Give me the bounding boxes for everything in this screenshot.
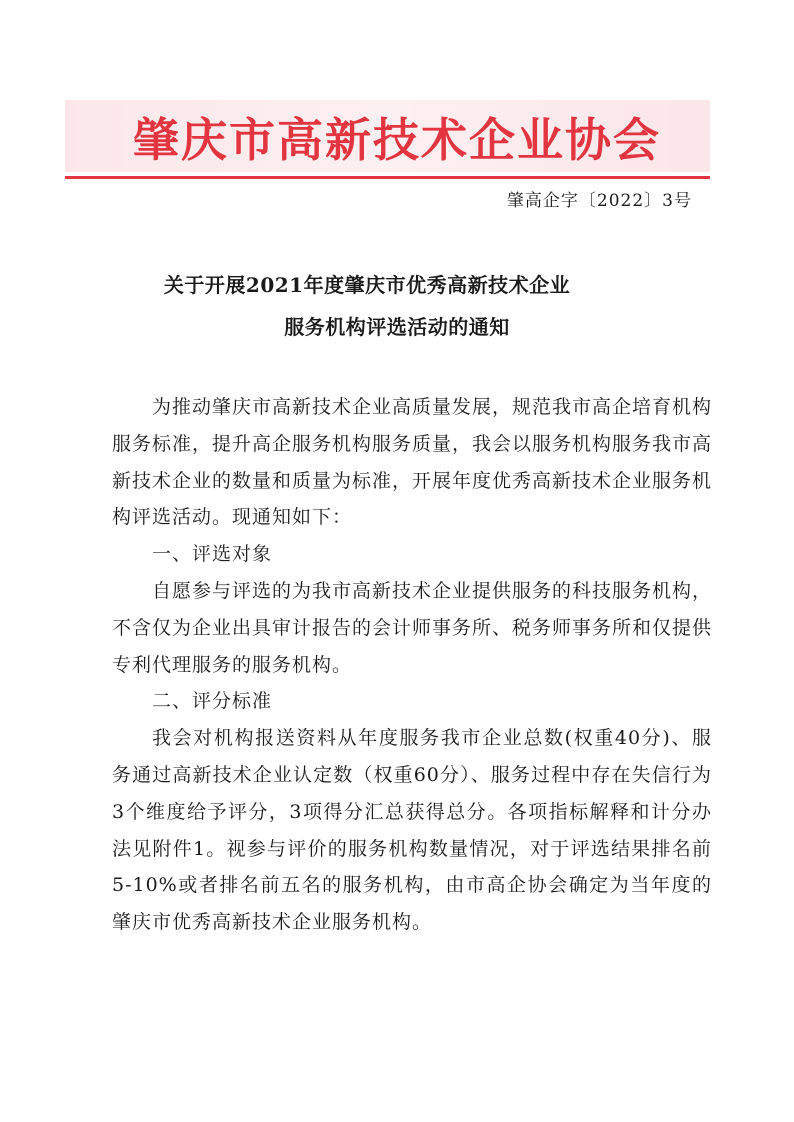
document-number: 肇高企字〔2022〕3号 <box>506 191 692 211</box>
letterhead-divider <box>65 176 710 179</box>
section-2-heading: 二、评分标准 <box>152 690 273 713</box>
organization-name: 肇庆市高新技术企业协会 <box>133 113 661 167</box>
document-body <box>112 389 712 941</box>
document-title-line-2: 服务机构评选活动的通知 <box>284 315 510 339</box>
section-2-paragraph: 我会对机构报送资料从年度服务我市企业总数(权重40分)、服务通过高新技术企业认定数（权重60分）、服务过程中存在失信行为3个维度给予评分，3项得分汇总获得总分。各项指标解释和计分办法见附件1。视参与评价的服务机构数量情况，对于评选结果排名前5-10%或者排名前五名的服务机构，由市高企协会确定为当年度的肇庆市优秀高新技术企业服务机构。 <box>112 727 712 934</box>
document-title-line-1: 关于开展2021年度肇庆市优秀高新技术企业 <box>163 273 571 297</box>
intro-paragraph: 为推动肇庆市高新技术企业高质量发展，规范我市高企培育机构服务标准，提升高企服务机构服务质量，我会以服务机构服务我市高新技术企业的数量和质量为标准，开展年度优秀高新技术企业服务机构评选活动。现通知如下： <box>112 396 713 529</box>
section-1-heading: 一、评选对象 <box>152 543 273 566</box>
section-1-paragraph: 自愿参与评选的为我市高新技术企业提供服务的科技服务机构，不含仅为企业出具审计报告的会计师事务所、税务师事务所和仅提供专利代理服务的服务机构。 <box>112 579 713 676</box>
